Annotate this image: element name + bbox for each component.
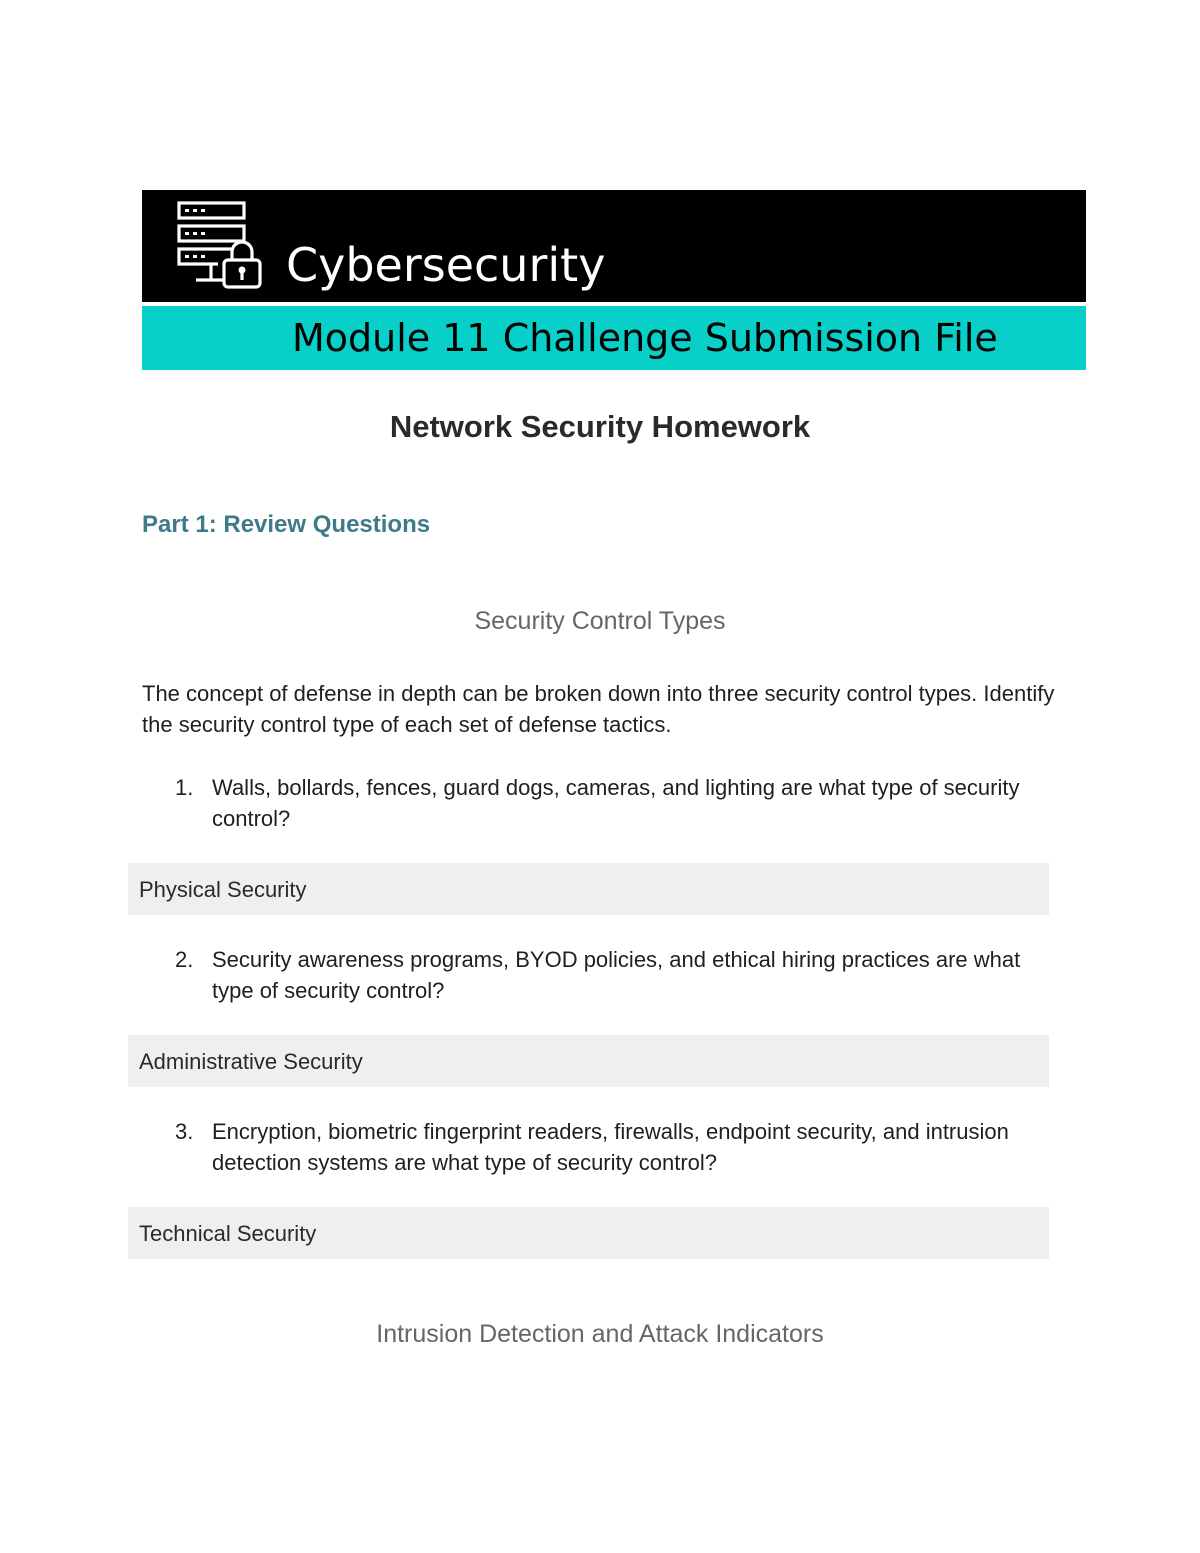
question-text: Walls, bollards, fences, guard dogs, cameras, and lighting are what type of security control?: [212, 775, 1020, 831]
answer-box[interactable]: [128, 1035, 1049, 1087]
question-number: 1.: [175, 775, 194, 800]
answer-box[interactable]: [128, 863, 1049, 915]
intro-paragraph: The concept of defense in depth can be broken down into three security control types. Identify the security control type of each set of defense tactics.: [142, 681, 1055, 737]
answer-text: Administrative Security: [139, 1049, 363, 1074]
section-heading-security-control-types: Security Control Types: [474, 607, 726, 635]
document-title: Network Security Homework: [389, 409, 811, 444]
header-banner: [142, 190, 1086, 302]
part-heading: Part 1: Review Questions: [142, 511, 431, 538]
answer-box[interactable]: [128, 1207, 1049, 1259]
question-number: 3.: [175, 1119, 194, 1144]
answer-text: Technical Security: [139, 1221, 317, 1246]
answer-text: Physical Security: [139, 877, 307, 902]
question-text: Security awareness programs, BYOD policies, and ethical hiring practices are what type of security control?: [212, 947, 1021, 1003]
question-text: Encryption, biometric fingerprint readers, firewalls, endpoint security, and intrusion detection systems are what type of security control?: [212, 1119, 1009, 1175]
subtitle-banner: [142, 306, 1086, 370]
banner-subtitle: Module 11 Challenge Submission File: [292, 316, 998, 360]
banner-title: Cybersecurity: [286, 238, 606, 292]
server-lock-icon: [176, 200, 266, 290]
question-number: 2.: [175, 947, 194, 972]
section-heading-intrusion-detection: Intrusion Detection and Attack Indicators: [376, 1320, 824, 1348]
